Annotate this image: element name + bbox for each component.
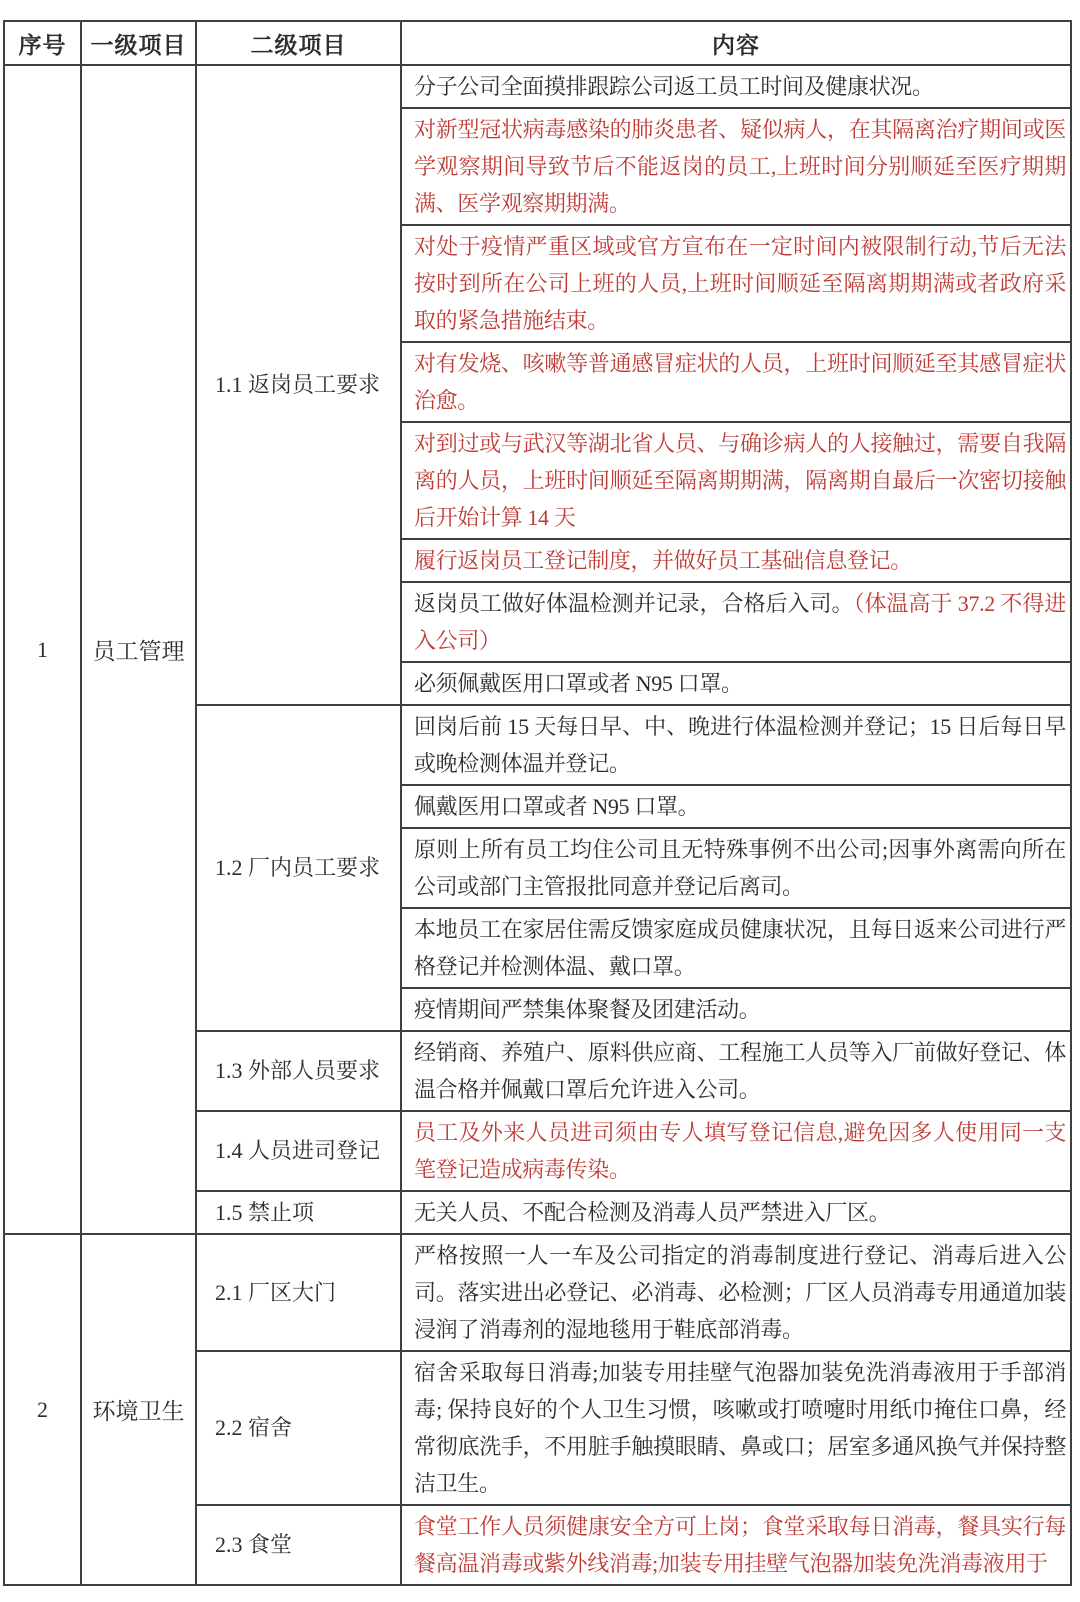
content-row xyxy=(402,224,1070,341)
content-segment: 必须佩戴医用口罩或者 N95 口罩。 xyxy=(414,671,743,696)
content-rows xyxy=(402,1032,1070,1110)
content-text xyxy=(414,111,1066,222)
content-row xyxy=(402,1506,1070,1584)
content-segment-red: 对处于疫情严重区域或官方宣布在一定时间内被限制行动,节后无法按时到所在公司上班的人员,上班时间顺延至隔离期期满或者政府采取的紧急措施结束。 xyxy=(414,234,1066,333)
content-segment: 宿舍采取每日消毒;加装专用挂壁气泡器加装免洗消毒液用于手部消毒; 保持良好的个人卫生习惯，咳嗽或打喷嚏时用纸巾掩住口鼻，经常彻底洗手，不用脏手触摸眼睛、鼻或口；居室多通风换气并保持整洁卫生。 xyxy=(414,1360,1066,1496)
content-text xyxy=(414,788,699,825)
content-row xyxy=(402,421,1070,538)
content-row xyxy=(402,784,1070,827)
content-row xyxy=(402,581,1070,661)
content-rows xyxy=(402,1235,1070,1350)
sub-item-label: 2.1 厂区大门 xyxy=(197,1235,402,1350)
content-segment-red: 对有发烧、咳嗽等普通感冒症状的人员，上班时间顺延至其感冒症状治愈。 xyxy=(414,351,1066,413)
content-text xyxy=(414,1114,1066,1188)
content-text xyxy=(414,708,1066,782)
content-text xyxy=(414,425,1066,536)
content-row xyxy=(402,341,1070,421)
table-section-2 xyxy=(5,1233,1070,1584)
sub-item-row xyxy=(197,1110,1070,1190)
content-segment: 返岗员工做好体温检测并记录，合格后入司。 xyxy=(414,591,854,616)
content-segment-red: 对新型冠状病毒感染的肺炎患者、疑似病人，在其隔离治疗期间或医学观察期间导致节后不能返岗的员工,上班时间分别顺延至医疗期期满、医学观察期期满。 xyxy=(414,117,1066,216)
sub-item-row xyxy=(197,1235,1070,1350)
content-segment-red: （体温高于 37.2 不得进入公司） xyxy=(414,591,1066,653)
content-text xyxy=(414,1237,1066,1348)
section-body xyxy=(197,1235,1070,1584)
content-segment: 无关人员、不配合检测及消毒人员严禁进入厂区。 xyxy=(414,1200,891,1225)
content-row xyxy=(402,538,1070,581)
content-segment: 佩戴医用口罩或者 N95 口罩。 xyxy=(414,794,700,819)
content-segment: 原则上所有员工均住公司且无特殊事例不出公司;因事外离需向所在公司或部门主管报批同意并登记后离司。 xyxy=(414,837,1066,899)
content-rows xyxy=(402,66,1070,704)
content-row xyxy=(402,706,1070,784)
table-header-row xyxy=(5,22,1070,66)
sub-item-row xyxy=(197,1504,1070,1584)
header-col-level2: 二级项目 xyxy=(197,22,402,64)
content-row xyxy=(402,1352,1070,1504)
content-segment: 严格按照一人一车及公司指定的消毒制度进行登记、消毒后进入公司。落实进出必登记、必消毒、必检测；厂区人员消毒专用通道加装浸润了消毒剂的湿地毯用于鞋底部消毒。 xyxy=(414,1243,1066,1342)
content-text xyxy=(414,1034,1066,1108)
content-segment: 回岗后前 15 天每日早、中、晚进行体温检测并登记；15 日后每日早或晚检测体温并登记。 xyxy=(414,714,1066,776)
content-text xyxy=(414,1194,890,1231)
content-row xyxy=(402,987,1070,1030)
content-text xyxy=(414,991,760,1028)
epidemic-control-table xyxy=(3,20,1072,1586)
content-rows xyxy=(402,1506,1070,1584)
content-rows xyxy=(402,706,1070,1030)
content-text xyxy=(414,228,1066,339)
content-row xyxy=(402,1235,1070,1350)
content-text xyxy=(414,542,912,579)
sub-item-label: 1.1 返岗员工要求 xyxy=(197,66,402,704)
content-segment: 分子公司全面摸排跟踪公司返工员工时间及健康状况。 xyxy=(414,74,934,99)
content-segment: 经销商、养殖户、原料供应商、工程施工人员等入厂前做好登记、体温合格并佩戴口罩后允许进入公司。 xyxy=(414,1040,1066,1102)
content-text xyxy=(414,911,1066,985)
content-segment: 本地员工在家居住需反馈家庭成员健康状况，且每日返来公司进行严格登记并检测体温、戴口罩。 xyxy=(414,917,1066,979)
sub-item-label: 2.3 食堂 xyxy=(197,1506,402,1584)
sub-item-row xyxy=(197,1190,1070,1233)
content-row xyxy=(402,661,1070,704)
content-segment-red: 对到过或与武汉等湖北省人员、与确诊病人的人接触过，需要自我隔离的人员，上班时间顺延至隔离期期满，隔离期自最后一次密切接触后开始计算 14 天 xyxy=(414,431,1066,530)
table-section-1 xyxy=(5,66,1070,1233)
content-text xyxy=(414,345,1066,419)
sub-item-row xyxy=(197,1030,1070,1110)
content-rows xyxy=(402,1112,1070,1190)
content-row xyxy=(402,827,1070,907)
content-row xyxy=(402,1112,1070,1190)
content-row xyxy=(402,66,1070,107)
section-serial-number: 1 xyxy=(5,66,82,1233)
content-text xyxy=(414,1508,1066,1582)
sub-item-label: 1.5 禁止项 xyxy=(197,1192,402,1233)
content-text xyxy=(414,1354,1066,1502)
content-segment-red: 食堂工作人员须健康安全方可上岗；食堂采取每日消毒，餐具实行每餐高温消毒或紫外线消毒;加装专用挂壁气泡器加装免洗消毒液用于 xyxy=(414,1514,1066,1576)
section-body xyxy=(197,66,1070,1233)
header-col-serial: 序号 xyxy=(5,22,82,64)
content-row xyxy=(402,907,1070,987)
content-rows xyxy=(402,1352,1070,1504)
content-text xyxy=(414,585,1066,659)
section-category-label: 环境卫生 xyxy=(82,1235,197,1584)
sub-item-label: 2.2 宿舍 xyxy=(197,1352,402,1504)
section-category-label: 员工管理 xyxy=(82,66,197,1233)
content-row xyxy=(402,1032,1070,1110)
sub-item-label: 1.4 人员进司登记 xyxy=(197,1112,402,1190)
content-row xyxy=(402,107,1070,224)
header-col-level1: 一级项目 xyxy=(82,22,197,64)
sub-item-row xyxy=(197,704,1070,1030)
header-col-content: 内容 xyxy=(712,32,760,58)
content-text xyxy=(414,665,743,702)
section-serial-number: 2 xyxy=(5,1235,82,1584)
content-text xyxy=(414,68,934,105)
content-row xyxy=(402,1192,1070,1233)
content-text xyxy=(414,831,1066,905)
content-segment-red: 履行返岗员工登记制度，并做好员工基础信息登记。 xyxy=(414,548,912,573)
sub-item-row xyxy=(197,66,1070,704)
content-segment: 疫情期间严禁集体聚餐及团建活动。 xyxy=(414,997,761,1022)
content-segment-red: 员工及外来人员进司须由专人填写登记信息,避免因多人使用同一支笔登记造成病毒传染。 xyxy=(414,1120,1066,1182)
content-rows xyxy=(402,1192,1070,1233)
table-sections xyxy=(5,66,1070,1584)
sub-item-row xyxy=(197,1350,1070,1504)
sub-item-label: 1.2 厂内员工要求 xyxy=(197,706,402,1030)
sub-item-label: 1.3 外部人员要求 xyxy=(197,1032,402,1110)
